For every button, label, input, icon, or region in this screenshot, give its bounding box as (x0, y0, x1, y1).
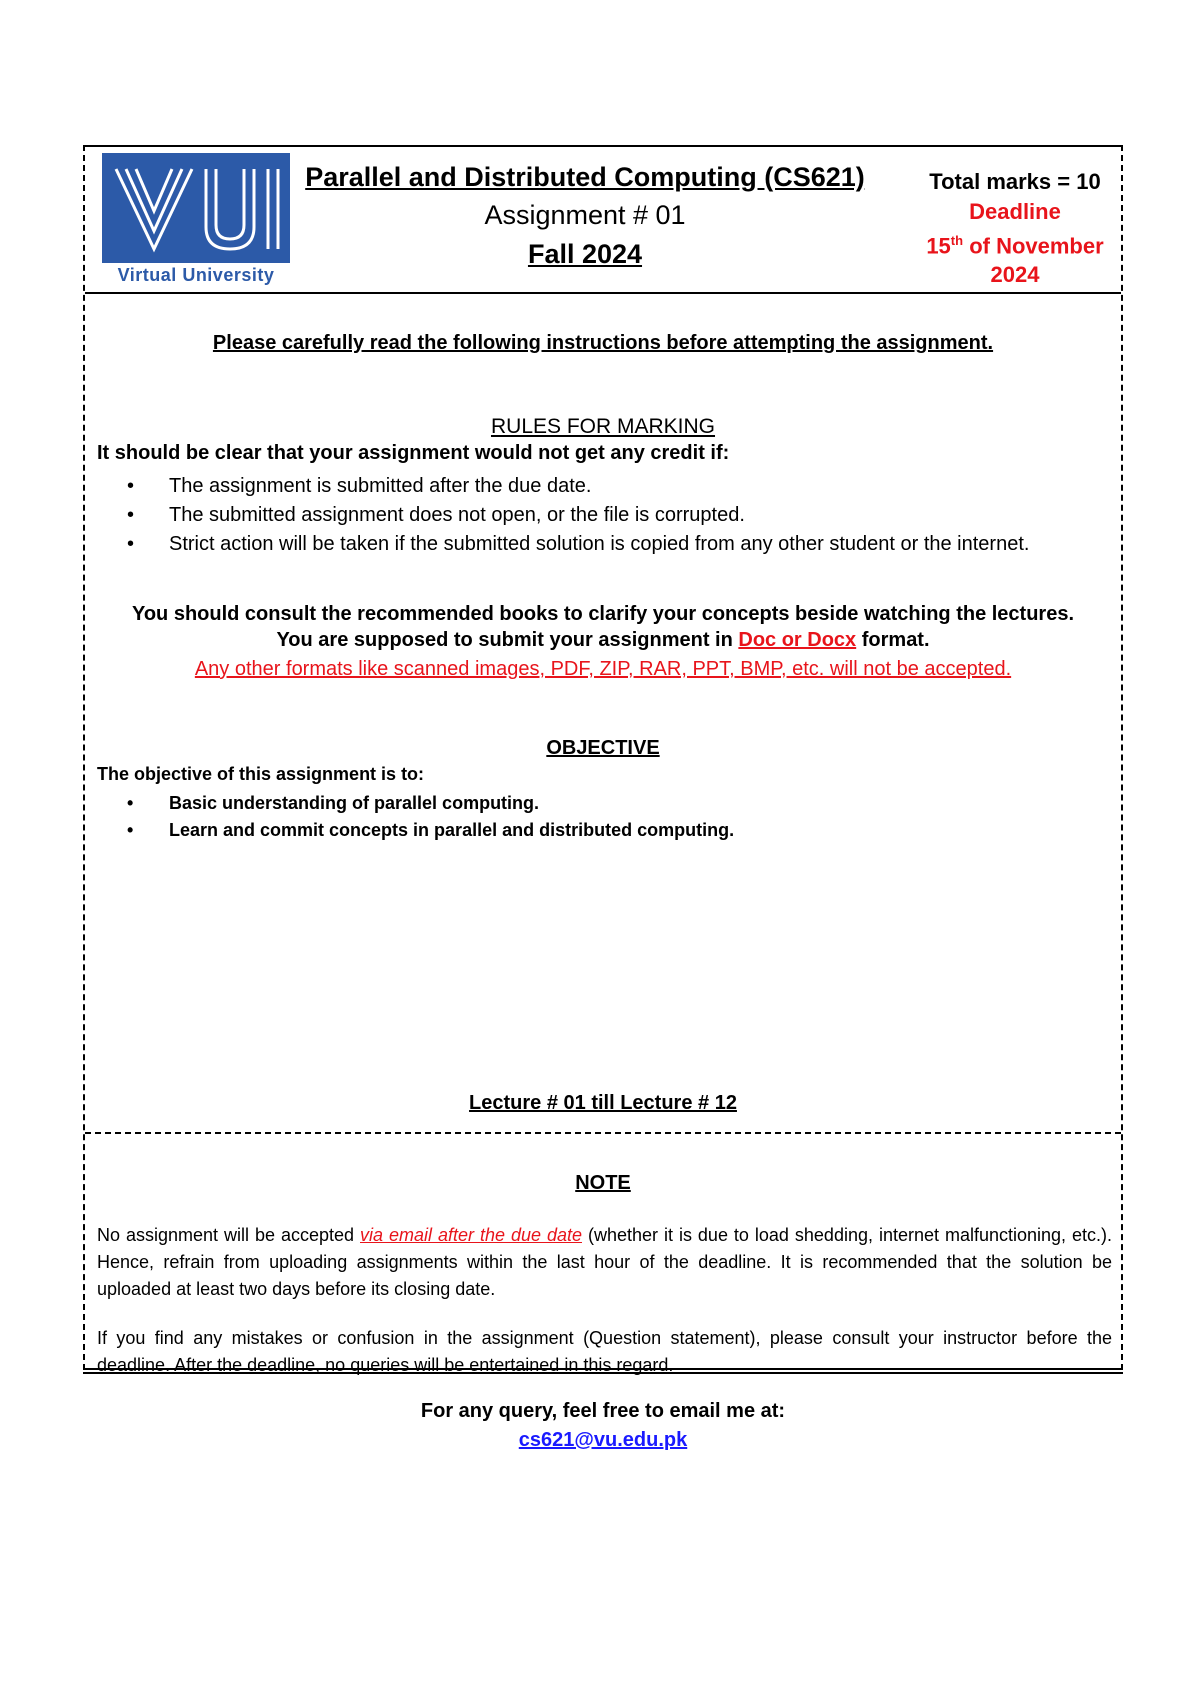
deadline-label: Deadline (969, 199, 1061, 224)
vu-logo-mark (102, 153, 290, 263)
read-notice: Please carefully read the following instructions before attempting the assignment. (212, 332, 994, 354)
assignment-number: Assignment # 01 (484, 200, 686, 230)
header-row (85, 147, 1121, 294)
rules-lead: It should be clear that your assignment would not get any credit if: (97, 442, 730, 464)
vu-logo (102, 153, 290, 289)
rules-list (97, 472, 1112, 559)
list-item: • Basic understanding of parallel computing. (97, 790, 1112, 817)
instructions-section (85, 292, 1121, 1134)
query-line: For any query, feel free to email me at: (420, 1400, 786, 1422)
marks-deadline-block (910, 167, 1120, 289)
deadline-month: of November (963, 233, 1104, 259)
deadline-day: 15 (926, 233, 951, 259)
contact-email-link[interactable]: cs621@vu.edu.pk (518, 1429, 688, 1451)
reject-formats: Any other formats like scanned images, PDF, ZIP, RAR, PPT, BMP, etc. will not be accepted. (194, 658, 1012, 680)
list-item: • The submitted assignment does not open, or the file is corrupted. (97, 501, 1112, 530)
list-item: • Strict action will be taken if the submitted solution is copied from any other student or the internet. (97, 530, 1112, 559)
lecture-range: Lecture # 01 till Lecture # 12 (469, 1092, 737, 1114)
objective-lead: The objective of this assignment is to: (97, 764, 425, 784)
deadline-year: 2024 (990, 262, 1040, 288)
course-title: Parallel and Distributed Computing (CS621) (305, 162, 865, 192)
title-block (305, 159, 865, 273)
format-suffix: format. (856, 629, 930, 651)
note-p1-suffix: (whether it is due to load shedding, internet malfunctioning, etc.). Hence, refrain from uploading assignments within the last hour of the deadline. It is recommended that the solution be uploaded at least two days before its closing date. (97, 1225, 1113, 1299)
note-paragraph-email (97, 1222, 1112, 1303)
list-item: • Learn and commit concepts in parallel and distributed computing. (97, 817, 1112, 844)
assignment-frame (83, 145, 1123, 1451)
objective-title: OBJECTIVE (546, 737, 660, 759)
deadline-date (910, 226, 1120, 260)
format-line (85, 629, 1121, 652)
rules-title: RULES FOR MARKING (490, 415, 716, 438)
objective-list (97, 790, 1112, 844)
note-paragraph-mistakes: If you find any mistakes or confusion in the assignment (Question statement), please consult your instructor before the deadline. After the deadline, no queries will be entertained in this regard. (97, 1328, 1112, 1375)
note-title: NOTE (575, 1172, 631, 1194)
format-highlight: Doc or Docx (738, 629, 857, 651)
logo-caption: Virtual University (117, 265, 275, 285)
note-p1-prefix: No assignment will be accepted (97, 1225, 360, 1245)
note-p1-highlight: via email after the due date (360, 1225, 582, 1245)
deadline-day-suffix: th (950, 233, 964, 248)
semester: Fall 2024 (527, 239, 643, 269)
list-item: • The assignment is submitted after the due date. (97, 472, 1112, 501)
total-marks: Total marks = 10 (929, 169, 1101, 194)
format-prefix: You are supposed to submit your assignment in (276, 629, 739, 651)
consult-books: You should consult the recommended books to clarify your concepts beside watching the lectures. (131, 603, 1075, 625)
vu-logo-icon (102, 153, 290, 263)
